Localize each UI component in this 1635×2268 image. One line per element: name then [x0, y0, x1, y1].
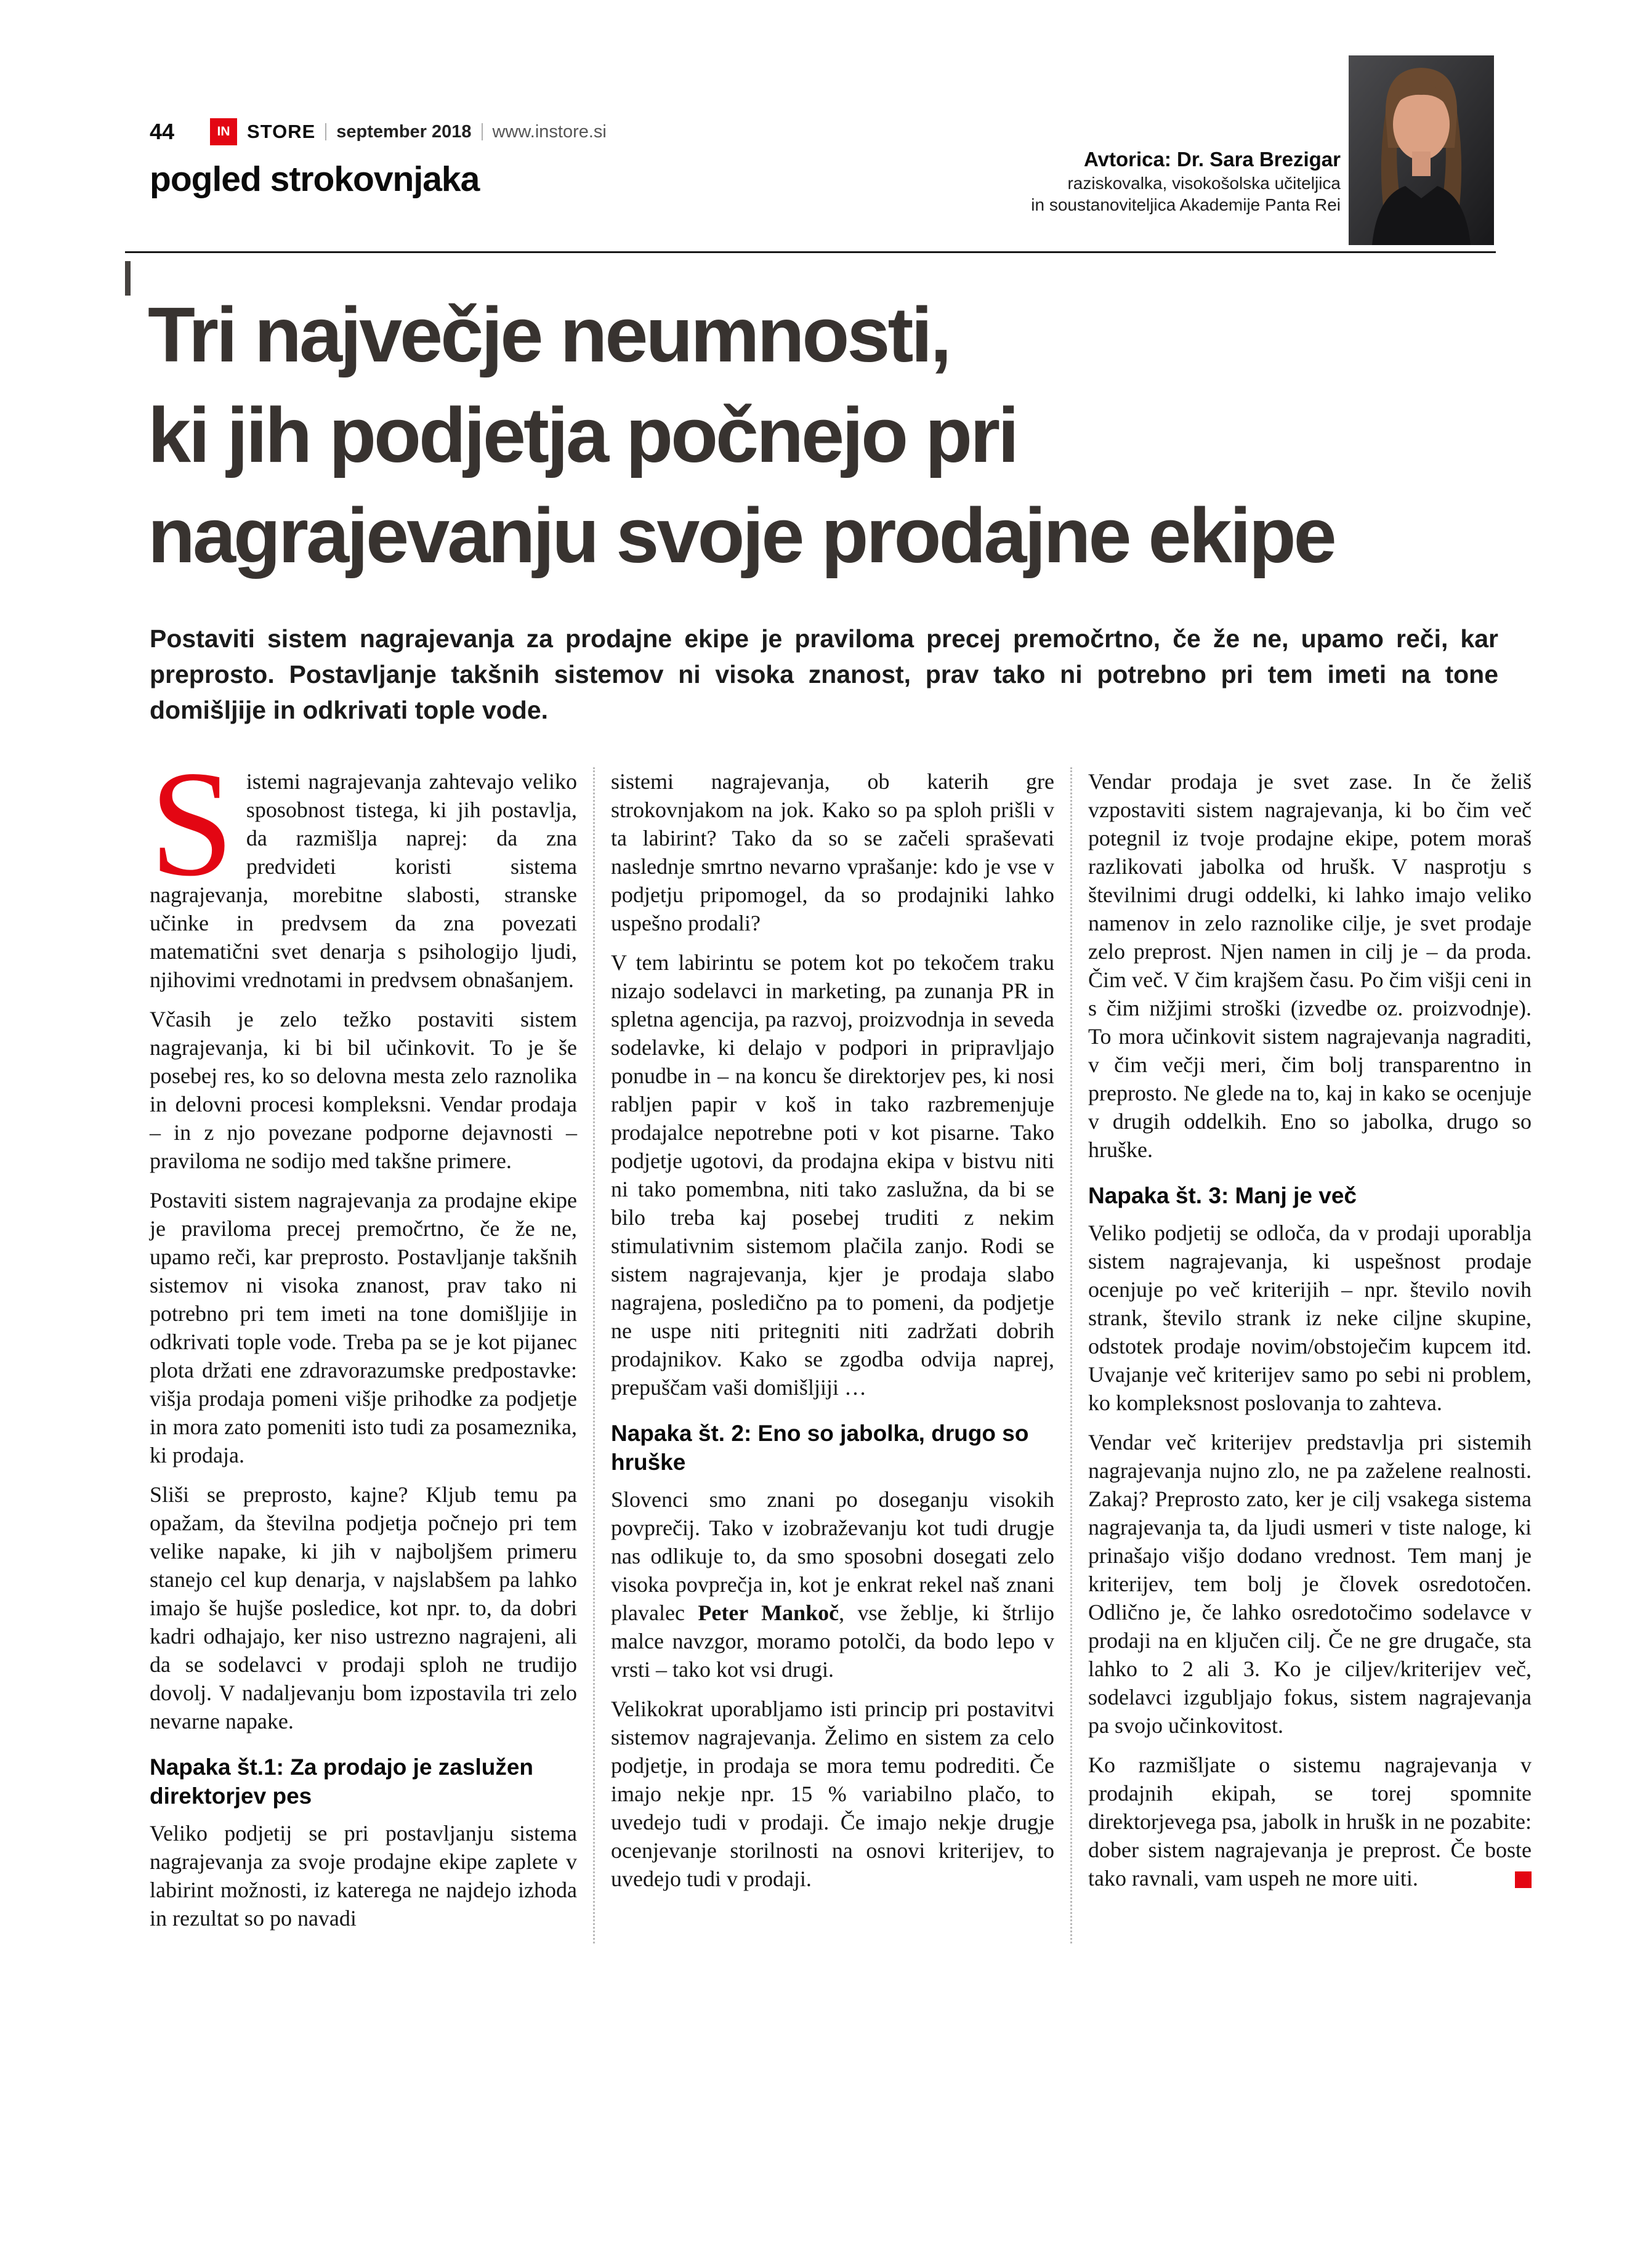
paragraph: Vendar prodaja je svet zase. In če želiš vzpostaviti sistem nagrajevanja, ki bo čim več potegnil iz tvoje prodajne ekipe, potem moraš razlikovati jabolka od hrušk. V nasprotju s številnimi drugi oddelki, ki lahko imajo veliko namenov in zelo raznolike cilje, je svet prodaje zelo preprost. Njen namen in cilj je – da proda. Čim več. V čim krajšem času. Po čim višji ceni in s čim nižjimi stroški (izvedbe oz. proizvodnje). To mora učinkovit sistem nagrajevanja nagraditi, v čim večji meri, čim bolj transparentno in preprosto. Ne glede na to, kaj in kako se ocenjuje v drugih oddelkih. Eno so jabolka, drugo so hruške. [1088, 769, 1532, 1162]
author-name: Avtorica: Dr. Sara Brezigar [1084, 148, 1341, 171]
author-role-line2: in soustanoviteljica Akademije Panta Rei [1031, 195, 1341, 214]
subheading: Napaka št. 2: Eno so jabolka, drugo so hruške [611, 1421, 1029, 1475]
paragraph: Sliši se preprosto, kajne? Kljub temu pa opažam, da številna podjetja počnejo pri tem velike napake, ki jih v najboljšem primeru stanejo cel kup denarja, v najslabšem pa lahko imajo še hujše posledice, kot npr. to, da dobri kadri odhajajo, ker niso ustrezno nagrajeni, ali da se sodelavci v prodaji sploh ne trudijo dovolj. V nadaljevanju bom izpostavila tri zelo nevarne napake. [150, 1482, 577, 1733]
headline-tick [125, 261, 131, 296]
article-columns [150, 740, 1532, 1943]
separator [482, 123, 483, 140]
instore-logo-icon: IN [210, 118, 237, 145]
header-rule [125, 251, 1496, 253]
section-title: pogled strokovnjaka [150, 159, 480, 199]
subheading: Napaka št. 3: Manj je več [1088, 1183, 1357, 1208]
paragraph: Slovenci smo znani po doseganju visokih povprečij. Tako v izobraževanju kot tudi drugje nas odlikuje to, da smo sposobni dosegati zelo visoka povprečja in, kot je enkrat rekel naš znani plavalec Peter Mankoč, vse žeblje, ki štrlijo malce navzgor, moramo potolči, da bodo lepo v vrsti – tako kot vsi drugi. [611, 1487, 1055, 1682]
drop-cap: S [150, 740, 234, 908]
page-number: 44 [150, 119, 175, 144]
separator [325, 123, 326, 140]
lead-paragraph: Postaviti sistem nagrajevanja za prodajne ekipe je praviloma precej premočrtno, če že ne, upamo reči, kar preprosto. Postavljanje takšnih sistemov ni visoka znanost, prav tako ni potrebno pri tem imeti na tone domišljije in odkrivati tople vode. [150, 624, 1498, 724]
masthead-store-label: STORE [247, 121, 316, 142]
masthead-website: www.instore.si [492, 121, 607, 142]
paragraph: Velikokrat uporabljamo isti princip pri postavitvi sistemov nagrajevanja. Želimo en sistem za celo podjetje, in prodaja se mora temu podrediti. Če imajo nekje npr. 15 % variabilno plačo, to uvedejo tudi v prodaji. Če imajo nekje drugje ocenjevanje storilnosti na osnovi kriterijev, to uvedejo tudi v prodaji. [611, 1697, 1054, 1891]
page-header [150, 118, 607, 145]
headline [148, 285, 1334, 586]
author-role-line1: raziskovalka, visokošolska učiteljica [1067, 174, 1341, 193]
article-column-1 [150, 740, 577, 1943]
paragraph: Vendar več kriterijev predstavlja pri sistemih nagrajevanja nujno zlo, ne pa zaželene realnosti. Zakaj? Preprosto zato, ker je cilj vsakega sistema nagrajevanja ta, da ljudi usmeri v tiste naloge, ki prinašajo višjo dodano vrednost. Tem manj je kriterijev, tem bolj je človek osredotočen. Odlično je, če lahko osredotočimo sodelavce v prodaji na en ključen cilj. Če ne gre drugače, sta lahko to 2 ali 3. Ko je ciljev/kriterijev več, sodelavci izgubljajo fokus, sistem nagrajevanja pa svojo učinkovitost. [1088, 1430, 1532, 1738]
headline-line-1: Tri največje neumnosti, [148, 291, 950, 378]
paragraph: Veliko podjetij se pri postavljanju sistema nagrajevanja za svoje prodajne ekipe zaplete v labirint možnosti, iz katerega ne najdejo izhoda in rezultat so po navadi [150, 1821, 577, 1931]
paragraph: Postaviti sistem nagrajevanja za prodajne ekipe je praviloma precej premočrtno, če že ne, upamo reči, kar preprosto. Postavljanje takšnih sistemov ni visoka znanost, prav tako ni potrebno pri tem imeti na tone domišljije in odkrivati tople vode. Treba pa se je kot pijanec plota držati ene zdravorazumske predpostavke: višja prodaja pomeni višje prihodke za podjetje in mora zato pomeniti isto tudi za posameznika, ki prodaja. [150, 1188, 577, 1467]
paragraph: sistemi nagrajevanja, ob katerih gre strokovnjakom na jok. Kako so pa sploh prišli v ta labirint? Tako da so se začeli spraševati naslednje smrtno nevarno vprašanje: kdo je vse v podjetju pripomogel, da so prodajniki lahko uspešno prodali? [611, 769, 1054, 935]
author-photo [1349, 55, 1494, 245]
paragraph: Veliko podjetij se odloča, da v prodaji uporablja sistem nagrajevanja, ki uspešnost prodaje ocenjuje po več kriterijih – npr. število novih strank, število strank iz neke ciljne skupine, odstotek prodaje novim/obstoječim kupcem itd. Uvajanje več kriterijev samo po sebi ni problem, ko kompleksnost poslovanja to zahteva. [1088, 1221, 1532, 1415]
article-column-3 [1070, 767, 1532, 1943]
author-portrait-illustration [1349, 55, 1494, 245]
end-mark [1515, 1871, 1532, 1888]
paragraph: Sistemi nagrajevanja zahtevajo veliko sposobnost tistega, ki jih postavlja, da razmišlja naprej: da zna predvideti koristi sistema nagrajevanja, morebitne slabosti, stranske učinke in predvsem da zna povezati matematični svet denarja s psihologijo ljudi, njihovimi vrednotami in predvsem obnašanjem. [150, 740, 577, 992]
headline-line-3: nagrajevanju svoje prodajne ekipe [148, 492, 1334, 579]
article-column-2 [593, 767, 1054, 1943]
paragraph: Ko razmišljate o sistemu nagrajevanja v prodajnih ekipah, se torej spomnite direktorjevega psa, jabolk in hrušk in ne pozabite: dober sistem nagrajevanja je preprost. Če boste tako ravnali, vam uspeh ne more uiti. [1088, 1753, 1532, 1891]
paragraph: Včasih je zelo težko postaviti sistem nagrajevanja, ki bi bil učinkovit. To je še posebej res, ko so delovna mesta zelo raznolika in delovni procesi kompleksni. Vendar prodaja – in z njo povezane podporne dejavnosti – praviloma ne sodijo med takšne primere. [150, 1007, 577, 1173]
masthead-issue-date: september 2018 [336, 121, 472, 142]
author-block [1031, 147, 1341, 216]
paragraph: V tem labirintu se potem kot po tekočem traku nizajo sodelavci in marketing, pa zunanja PR in spletna agencija, pa razvoj, proizvodnja in seveda sodelavke, ki delajo v podpori in pripravljajo ponudbe in – na koncu še direktorjev pes, ki nosi rabljen papir v koš in tako razbremenjuje prodajalce nepotrebne poti v kot pisarne. Tako podjetje ugotovi, da prodajna ekipa v bistvu niti ni tako pomembna, niti tako zaslužna, da bi se bilo treba kaj posebej truditi z nekim stimulativnim sistemom plačila zanjo. Rodi se sistem nagrajevanja, kjer je prodaja slabo nagrajena, posledično pa to pomeni, da podjetje ne uspe niti pritegniti niti zadržati dobrih prodajnikov. Kako se zgodba odvija naprej, prepuščam vaši domišljiji … [611, 950, 1054, 1400]
headline-line-2: ki jih podjetja počnejo pri [148, 392, 1017, 478]
masthead [210, 118, 607, 145]
subheading: Napaka št.1: Za prodajo je zaslužen direktorjev pes [150, 1754, 534, 1809]
